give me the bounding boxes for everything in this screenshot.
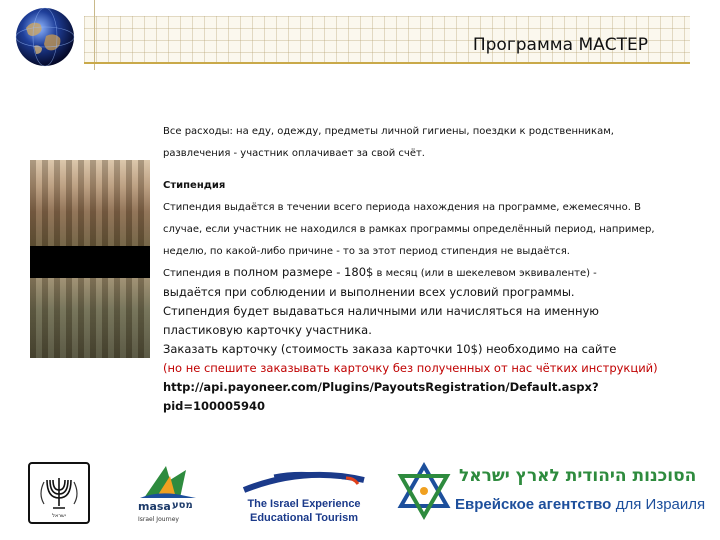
svg-text:ישראל: ישראל xyxy=(52,513,66,519)
stipend-amount-line xyxy=(163,263,703,283)
menorah-emblem-icon xyxy=(28,462,90,524)
expenses-line-2: развлечения - участник оплачивает за свой счёт. xyxy=(163,148,425,159)
stipend-line-3: неделю, по какой-либо причине - то за этот период стипендия не выдаётся. xyxy=(163,246,570,257)
masa-logo xyxy=(136,462,206,526)
jafi-russian xyxy=(455,496,705,514)
group-photo-top xyxy=(30,160,150,246)
group-photo-bottom xyxy=(30,278,150,358)
payoneer-url-line-2[interactable]: pid=100005940 xyxy=(163,399,266,413)
taglit-line-2: Educational Tourism xyxy=(250,512,358,524)
taglit-line-1: The Israel Experience xyxy=(247,498,361,510)
masa-hebrew: מסע xyxy=(172,500,193,511)
jafi-russian-bold: Еврейское агентство xyxy=(455,496,612,513)
stipend-line-2: случае, если участник не находился в рамках программы определённый период, например, xyxy=(163,224,655,235)
order-card-warning: (но не спешите заказывать карточку без полученных от нас чётких инструкций) xyxy=(163,361,658,375)
masa-wordmark: masa xyxy=(138,500,171,513)
group-photos xyxy=(30,160,150,358)
main-text xyxy=(163,121,703,416)
stipend-amount-suffix: в месяц (или в шекелевом эквиваленте) - xyxy=(373,268,597,279)
payoneer-url-line-1[interactable]: http://api.payoneer.com/Plugins/PayoutsRegistration/Default.aspx? xyxy=(163,380,599,394)
card-line-1: Стипендия будет выдаваться наличными или начисляться на именную xyxy=(163,304,599,318)
masa-subtitle: Israel Journey xyxy=(138,516,179,523)
jafi-russian-rest: для Израиля xyxy=(615,496,706,513)
stipend-conditions: выдаётся при соблюдении и выполнении всех условий программы. xyxy=(163,285,575,299)
masa-mark-icon xyxy=(136,462,206,502)
globe-icon xyxy=(8,6,82,68)
card-line-2: пластиковую карточку участника. xyxy=(163,323,372,337)
stipend-amount-prefix: Стипендия в xyxy=(163,268,234,279)
header-divider-line xyxy=(94,0,95,70)
stipend-heading: Стипендия xyxy=(163,180,226,191)
stipend-line-1: Стипендия выдаётся в течении всего периода нахождения на программе, ежемесячно. В xyxy=(163,202,641,213)
stipend-amount-value: полном размере - 180$ xyxy=(233,265,374,279)
jafi-logo xyxy=(395,460,706,522)
header-gold-rule xyxy=(84,62,690,64)
taglit-mark-icon xyxy=(234,468,374,494)
expenses-line-1: Все расходы: на еду, одежду, предметы личной гигиены, поездки к родственникам, xyxy=(163,126,614,137)
taglit-logo xyxy=(234,468,374,526)
page-title: Программа МАСТЕР xyxy=(472,35,648,55)
jafi-hebrew: הסוכנות היהודית לארץ ישראל xyxy=(459,466,697,486)
star-of-david-logo xyxy=(395,462,453,520)
order-card-line: Заказать карточку (стоимость заказа карточки 10$) необходимо на сайте xyxy=(163,342,617,356)
